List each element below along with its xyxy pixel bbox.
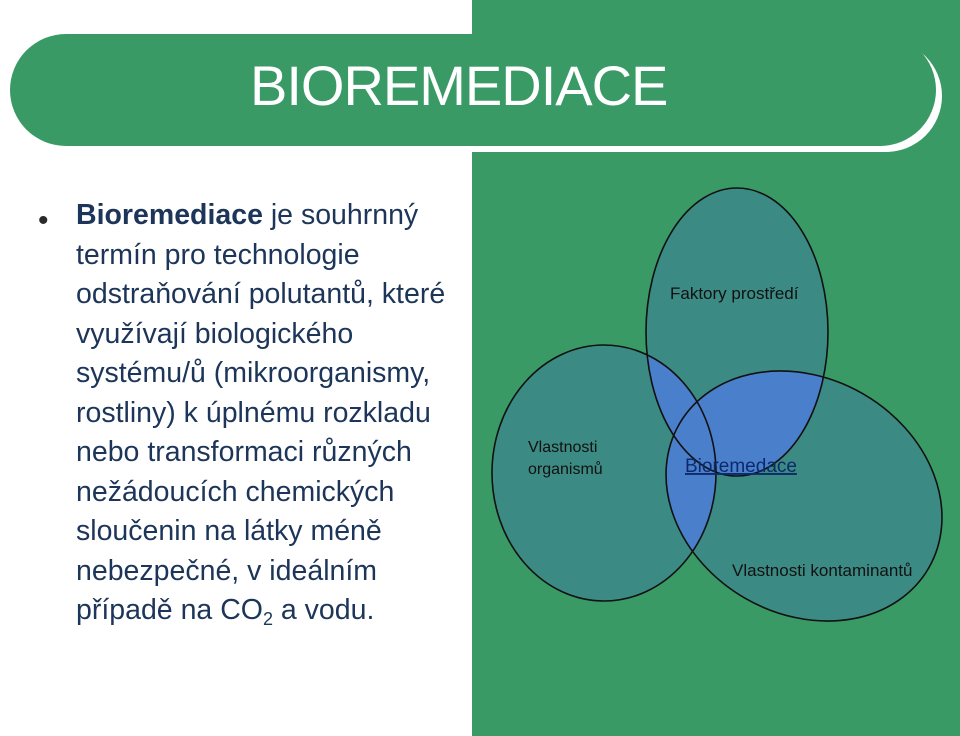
page-title: BIOREMEDIACE [250,54,668,117]
venn-diagram [472,150,960,736]
label-organisms-line1: Vlastnosti [528,439,598,456]
label-center: Bioremedace [685,456,797,477]
bullet-tail: a vodu. [272,594,375,626]
label-contaminants: Vlastnosti kontaminantů [732,561,913,580]
bullet-paragraph [76,196,468,631]
bullet-body: je souhrnný termín pro technologie odstraňování polutantů, které využívají biologického systému/ů (mikroorganismy, rostliny) k úplnému rozkladu nebo transformaci různých nežádoucích chemických sloučenin na látky méně nebezpečné, v ideálním případě na CO [76,199,446,626]
bullet-term: Bioremediace [76,199,263,231]
label-organisms-line2: organismů [528,461,603,478]
bullet-marker: • [38,204,49,237]
label-environment: Faktory prostředí [670,284,799,303]
bullet-subscript: 2 [262,609,273,629]
